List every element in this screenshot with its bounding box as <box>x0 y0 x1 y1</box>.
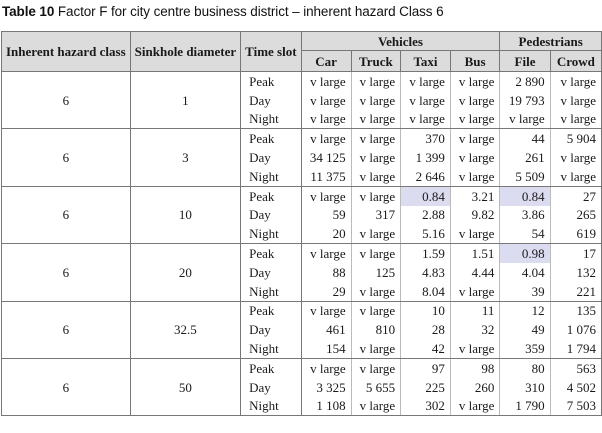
header-car: Car <box>301 51 351 72</box>
truck-value-cell: 125 <box>351 263 401 282</box>
crowd-value-cell: 1 794 <box>550 339 601 358</box>
crowd-value-cell: 132 <box>550 263 601 282</box>
crowd-value-cell: 221 <box>550 282 601 301</box>
file-value-cell: 12 <box>500 301 550 320</box>
taxi-value-cell: 97 <box>401 358 451 377</box>
truck-value-cell: v large <box>351 301 401 320</box>
crowd-value-cell: v large <box>550 72 601 91</box>
truck-value-cell: v large <box>351 282 401 301</box>
car-value-cell: v large <box>301 358 351 377</box>
car-value-cell: 461 <box>301 320 351 339</box>
car-value-cell: 20 <box>301 224 351 243</box>
hazard-class-cell: 6 <box>2 72 131 129</box>
taxi-value-cell: 302 <box>401 397 451 416</box>
file-value-cell: 310 <box>500 378 550 397</box>
time-slot-cell: Night <box>241 282 301 301</box>
file-value-cell: 261 <box>500 148 550 167</box>
bus-value-cell: 4.44 <box>450 263 500 282</box>
car-value-cell: 34 125 <box>301 148 351 167</box>
file-value-cell: 1 790 <box>500 397 550 416</box>
truck-value-cell: v large <box>351 110 401 129</box>
bus-value-cell: v large <box>450 397 500 416</box>
truck-value-cell: v large <box>351 91 401 110</box>
time-slot-cell: Peak <box>241 301 301 320</box>
taxi-value-cell: 5.16 <box>401 224 451 243</box>
taxi-value-cell: v large <box>401 72 451 91</box>
truck-value-cell: v large <box>351 244 401 263</box>
time-slot-cell: Peak <box>241 72 301 91</box>
taxi-value-cell: 28 <box>401 320 451 339</box>
time-slot-cell: Day <box>241 206 301 225</box>
file-value-cell: 359 <box>500 339 550 358</box>
crowd-value-cell: 135 <box>550 301 601 320</box>
header-time-slot: Time slot <box>241 32 301 72</box>
car-value-cell: v large <box>301 72 351 91</box>
sinkhole-diameter-cell: 3 <box>130 129 240 186</box>
truck-value-cell: v large <box>351 224 401 243</box>
crowd-value-cell: v large <box>550 148 601 167</box>
header-hazard-class: Inherent hazard class <box>2 32 131 72</box>
truck-value-cell: 5 655 <box>351 378 401 397</box>
truck-value-cell: v large <box>351 129 401 148</box>
car-value-cell: v large <box>301 129 351 148</box>
table-row <box>2 129 602 148</box>
bus-value-cell: 98 <box>450 358 500 377</box>
hazard-class-cell: 6 <box>2 358 131 415</box>
hazard-class-cell: 6 <box>2 186 131 243</box>
file-value-cell: 39 <box>500 282 550 301</box>
sinkhole-diameter-cell: 1 <box>130 72 240 129</box>
header-file: File <box>500 51 550 72</box>
table-row <box>2 72 602 91</box>
time-slot-cell: Day <box>241 148 301 167</box>
car-value-cell: 3 325 <box>301 378 351 397</box>
time-slot-cell: Day <box>241 320 301 339</box>
car-value-cell: v large <box>301 91 351 110</box>
car-value-cell: v large <box>301 186 351 205</box>
table-caption-text: Factor F for city centre business district – inherent hazard Class 6 <box>57 4 444 19</box>
bus-value-cell: v large <box>450 224 500 243</box>
table-row <box>2 244 602 263</box>
header-taxi: Taxi <box>401 51 451 72</box>
truck-value-cell: 317 <box>351 206 401 225</box>
car-value-cell: 88 <box>301 263 351 282</box>
table-body <box>2 72 602 416</box>
table-row <box>2 186 602 205</box>
file-value-cell: 5 509 <box>500 167 550 186</box>
car-value-cell: 11 375 <box>301 167 351 186</box>
crowd-value-cell: 265 <box>550 206 601 225</box>
time-slot-cell: Night <box>241 339 301 358</box>
file-value-cell: 49 <box>500 320 550 339</box>
file-value-cell: 2 890 <box>500 72 550 91</box>
car-value-cell: 154 <box>301 339 351 358</box>
file-value-cell: 44 <box>500 129 550 148</box>
time-slot-cell: Day <box>241 91 301 110</box>
header-truck: Truck <box>351 51 401 72</box>
time-slot-cell: Night <box>241 397 301 416</box>
sinkhole-diameter-cell: 20 <box>130 244 240 301</box>
crowd-value-cell: v large <box>550 91 601 110</box>
truck-value-cell: v large <box>351 186 401 205</box>
bus-value-cell: v large <box>450 72 500 91</box>
table-row <box>2 358 602 377</box>
bus-value-cell: 3.21 <box>450 186 500 205</box>
crowd-value-cell: 7 503 <box>550 397 601 416</box>
crowd-value-cell: 27 <box>550 186 601 205</box>
taxi-value-cell: 225 <box>401 378 451 397</box>
hazard-class-cell: 6 <box>2 301 131 358</box>
time-slot-cell: Peak <box>241 244 301 263</box>
taxi-value-cell: 42 <box>401 339 451 358</box>
taxi-value-cell: v large <box>401 110 451 129</box>
file-value-cell: 19 793 <box>500 91 550 110</box>
file-value-cell: 3.86 <box>500 206 550 225</box>
bus-value-cell: 11 <box>450 301 500 320</box>
file-value-cell: v large <box>500 110 550 129</box>
sinkhole-diameter-cell: 50 <box>130 358 240 415</box>
file-value-cell: 54 <box>500 224 550 243</box>
bus-value-cell: 1.51 <box>450 244 500 263</box>
bus-value-cell: 9.82 <box>450 206 500 225</box>
bus-value-cell: 32 <box>450 320 500 339</box>
table-row <box>2 301 602 320</box>
crowd-value-cell: v large <box>550 167 601 186</box>
time-slot-cell: Day <box>241 263 301 282</box>
hazard-class-cell: 6 <box>2 244 131 301</box>
table-caption-label: Table 10 <box>2 4 55 19</box>
bus-value-cell: v large <box>450 339 500 358</box>
taxi-value-cell: 8.04 <box>401 282 451 301</box>
hazard-class-cell: 6 <box>2 129 131 186</box>
taxi-value-cell: 4.83 <box>401 263 451 282</box>
time-slot-cell: Night <box>241 167 301 186</box>
bus-value-cell: v large <box>450 110 500 129</box>
taxi-value-cell: 370 <box>401 129 451 148</box>
header-crowd: Crowd <box>550 51 601 72</box>
taxi-value-cell: 1 399 <box>401 148 451 167</box>
crowd-value-cell: 1 076 <box>550 320 601 339</box>
crowd-value-cell: 4 502 <box>550 378 601 397</box>
header-vehicles: Vehicles <box>301 32 500 51</box>
crowd-value-cell: 619 <box>550 224 601 243</box>
truck-value-cell: v large <box>351 397 401 416</box>
sinkhole-diameter-cell: 32.5 <box>130 301 240 358</box>
crowd-value-cell: 5 904 <box>550 129 601 148</box>
taxi-value-cell: 1.59 <box>401 244 451 263</box>
car-value-cell: v large <box>301 301 351 320</box>
truck-value-cell: v large <box>351 72 401 91</box>
truck-value-cell: v large <box>351 148 401 167</box>
taxi-value-cell: 2 646 <box>401 167 451 186</box>
sinkhole-diameter-cell: 10 <box>130 186 240 243</box>
car-value-cell: 59 <box>301 206 351 225</box>
taxi-value-cell: 0.84 <box>401 186 451 205</box>
factor-f-table <box>1 31 602 416</box>
time-slot-cell: Day <box>241 378 301 397</box>
time-slot-cell: Night <box>241 110 301 129</box>
file-value-cell: 4.04 <box>500 263 550 282</box>
time-slot-cell: Peak <box>241 358 301 377</box>
crowd-value-cell: v large <box>550 110 601 129</box>
car-value-cell: v large <box>301 110 351 129</box>
car-value-cell: v large <box>301 244 351 263</box>
bus-value-cell: v large <box>450 129 500 148</box>
truck-value-cell: 810 <box>351 320 401 339</box>
time-slot-cell: Night <box>241 224 301 243</box>
truck-value-cell: v large <box>351 339 401 358</box>
time-slot-cell: Peak <box>241 129 301 148</box>
bus-value-cell: v large <box>450 282 500 301</box>
truck-value-cell: v large <box>351 358 401 377</box>
header-sinkhole-diameter: Sinkhole diameter <box>130 32 240 72</box>
car-value-cell: 29 <box>301 282 351 301</box>
crowd-value-cell: 563 <box>550 358 601 377</box>
car-value-cell: 1 108 <box>301 397 351 416</box>
header-pedestrians: Pedestrians <box>500 32 602 51</box>
file-value-cell: 0.84 <box>500 186 550 205</box>
taxi-value-cell: 2.88 <box>401 206 451 225</box>
taxi-value-cell: 10 <box>401 301 451 320</box>
file-value-cell: 80 <box>500 358 550 377</box>
truck-value-cell: v large <box>351 167 401 186</box>
table-caption <box>2 4 444 19</box>
bus-value-cell: v large <box>450 148 500 167</box>
time-slot-cell: Peak <box>241 186 301 205</box>
header-bus: Bus <box>450 51 500 72</box>
bus-value-cell: v large <box>450 167 500 186</box>
bus-value-cell: v large <box>450 91 500 110</box>
bus-value-cell: 260 <box>450 378 500 397</box>
crowd-value-cell: 17 <box>550 244 601 263</box>
file-value-cell: 0.98 <box>500 244 550 263</box>
taxi-value-cell: v large <box>401 91 451 110</box>
